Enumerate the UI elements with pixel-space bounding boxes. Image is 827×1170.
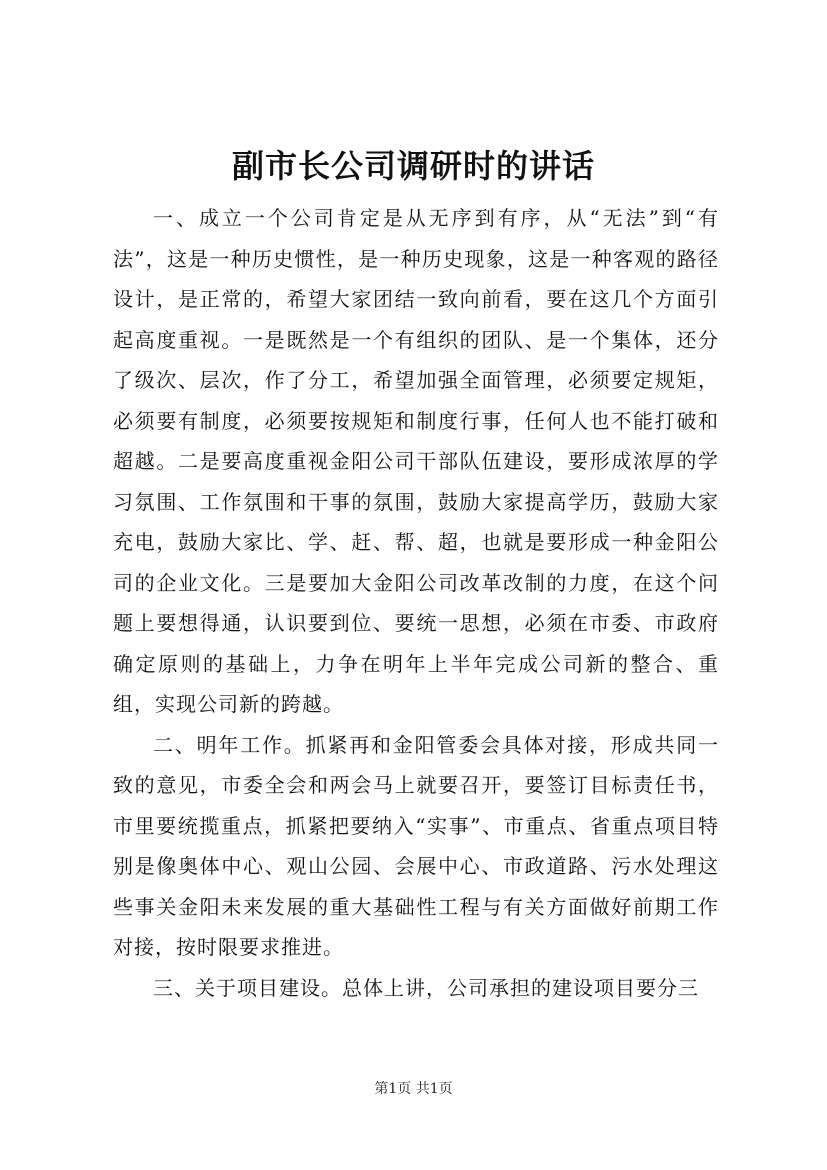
paragraph-2: 二、明年工作。抓紧再和金阳管委会具体对接，形成共同一致的意见，市委全会和两会马上就要召开，要签订目标责任书，市里要统揽重点，抓紧把要纳入“实事”、市重点、省重点项目特别是像奥体中心、观山公园、会展中心、市政道路、污水处理这些事关金阳未来发展的重大基础性工程与有关方面做好前期工作对接，按时限要求推进。 [113, 732, 719, 959]
paragraph-1: 一、成立一个公司肯定是从无序到有序，从“无法”到“有法”，这是一种历史惯性，是一种历史现象，这是一种客观的路径设计，是正常的，希望大家团结一致向前看，要在这几个方面引起高度重视。一是既然是一个有组织的团队、是一个集体，还分了级次、层次，作了分工，希望加强全面管理，必须要定规矩，必须要有制度，必须要按规矩和制度行事，任何人也不能打破和超越。二是要高度重视金阳公司干部队伍建设，要形成浓厚的学习氛围、工作氛围和干事的氛围，鼓励大家提高学历，鼓励大家充电，鼓励大家比、学、赶、帮、超，也就是要形成一种金阳公司的企业文化。三是要加大金阳公司改革改制的力度，在这个问题上要想得通，认识要到位、要统一思想，必须在市委、市政府确定原则的基础上，力争在明年上半年完成公司新的整合、重组，实现公司新的跨越。 [113, 206, 719, 716]
paragraph-3: 三、关于项目建设。总体上讲，公司承担的建设项目要分三 [153, 975, 699, 1000]
document-title: 副市长公司调研时的讲话 [231, 147, 595, 185]
document-body [113, 198, 719, 1008]
page-footer: 第1页 共1页 [374, 1081, 453, 1097]
